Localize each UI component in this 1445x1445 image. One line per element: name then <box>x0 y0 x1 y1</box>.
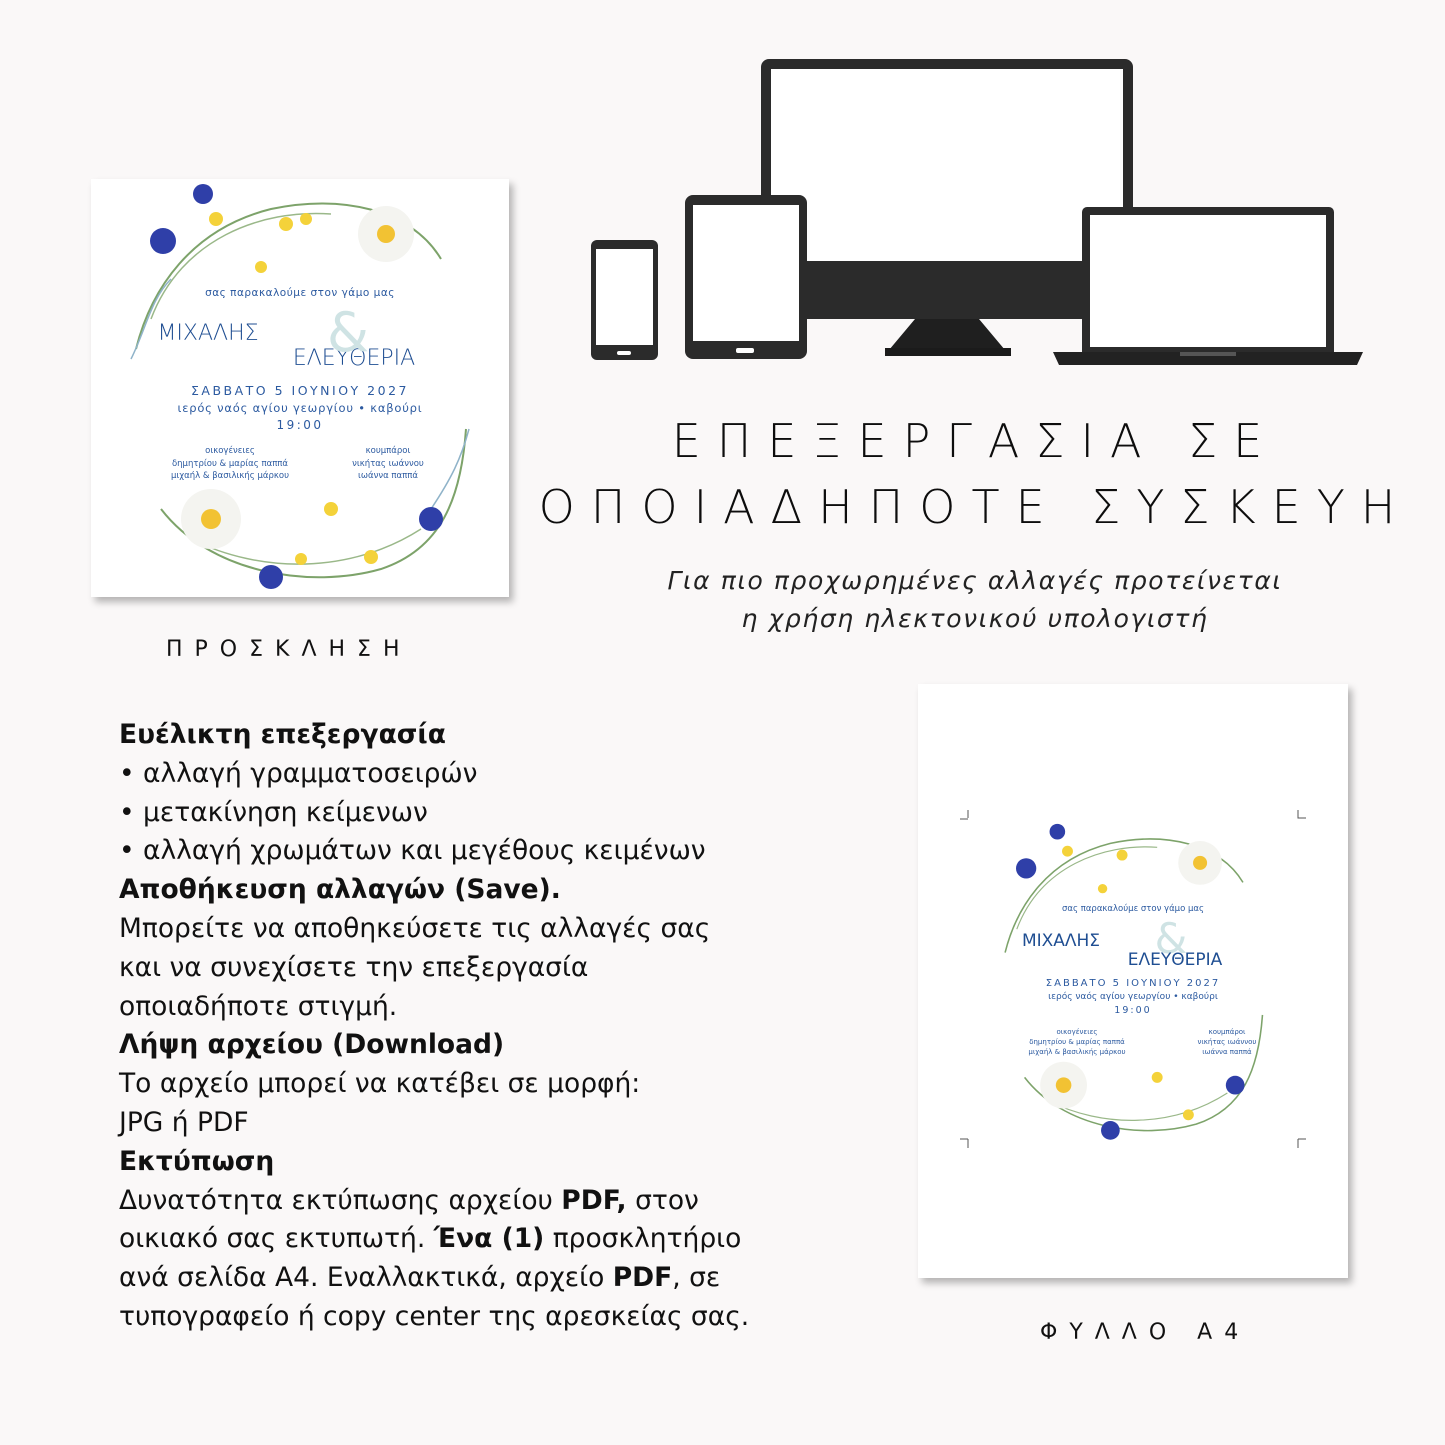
print-title: Εκτύπωση <box>119 1145 275 1177</box>
families-title: οικογένειες <box>1056 1028 1098 1036</box>
crop-mark-icon <box>1296 1138 1306 1148</box>
save-title: Αποθήκευση αλλαγών (Save). <box>119 874 561 906</box>
edit-item: • αλλαγή γραμματοσειρών <box>119 757 478 789</box>
invitation-intro: σας παρακαλούμε στον γάμο μας <box>205 287 395 299</box>
crop-mark-icon <box>960 1138 970 1148</box>
features-description <box>119 716 879 1337</box>
wedding-time: 19:00 <box>1114 1005 1152 1016</box>
download-title: Λήψη αρχείου (Download) <box>119 1029 505 1061</box>
wedding-date: ΣΑΒΒΑΤΟ 5 ΙΟΥΝΙΟΥ 2027 <box>1045 978 1221 989</box>
edit-item: • μετακίνηση κείμενων <box>119 796 428 828</box>
save-text: Μπορείτε να αποθηκεύσετε τις αλλαγές σας <box>119 912 711 944</box>
crop-mark-icon <box>1296 810 1306 820</box>
invitation-intro: σας παρακαλούμε στον γάμο μας <box>1062 904 1204 914</box>
ampersand: & <box>326 301 370 364</box>
print-text-line-4: τυπογραφείο ή copy center της αρεσκείας σας. <box>119 1300 750 1332</box>
families-line-1: δημητρίου & μαρίας παππά <box>171 459 289 469</box>
sponsors-line-1: νικήτας ιωάννου <box>1197 1038 1257 1046</box>
a4-invitation <box>970 820 1296 1146</box>
wedding-venue: ιερός ναός αγίου γεωργίου • καβούρι <box>1048 992 1218 1002</box>
sponsors-title: κουμπάροι <box>365 446 411 456</box>
print-text-line-2: οικιακό σας εκτυπωτή. Ένα (1) προσκλητήριο <box>119 1223 742 1255</box>
laptop-icon <box>1053 207 1363 365</box>
save-text: οποιαδήποτε στιγμή. <box>119 990 398 1022</box>
tablet-icon <box>685 195 807 359</box>
download-text: JPG ή PDF <box>119 1106 249 1138</box>
families-line-1: δημητρίου & μαρίας παππά <box>1029 1038 1125 1046</box>
subheading-line-2: η χρήση ηλεκτονικού υπολογιστή <box>741 604 1209 633</box>
families-line-2: μιχαήλ & βασιλικής μάρκου <box>1028 1048 1126 1056</box>
wedding-venue: ιερός ναός αγίου γεωργίου • καβούρι <box>177 401 423 415</box>
ampersand: & <box>1154 914 1188 963</box>
heading-line-1: ΕΠΕΞΕΡΓΑΣΙΑ ΣΕ <box>671 414 1279 468</box>
subheading-line-1: Για πιο προχωρημένες αλλαγές προτείνεται <box>667 566 1283 595</box>
bride-name: ΕΛΕΥΘΕΡΙΑ <box>292 346 416 371</box>
sponsors-title: κουμπάροι <box>1208 1028 1246 1036</box>
invitation-preview <box>91 179 509 597</box>
invitation-caption: ΠΡΟΣΚΛΗΣΗ <box>166 637 412 662</box>
groom-name: ΜΙΧΑΛΗΣ <box>157 321 259 346</box>
print-text-line-1: Δυνατότητα εκτύπωσης αρχείου PDF, στον <box>119 1184 699 1216</box>
edit-title: Ευέλικτη επεξεργασία <box>119 719 446 750</box>
print-text-line-3: ανά σελίδα Α4. Εναλλακτικά, αρχείο PDF, σε <box>119 1262 721 1294</box>
desktop-monitor-icon <box>761 59 1133 356</box>
save-text: και να συνεχίσετε την επεξεργασία <box>119 951 589 983</box>
heading-line-2: ΟΠΟΙΑΔΗΠΟΤΕ ΣΥΣΚΕΥΗ <box>538 480 1412 534</box>
devices-illustration <box>585 55 1370 370</box>
wedding-date: ΣΑΒΒΑΤΟ 5 ΙΟΥΝΙΟΥ 2027 <box>191 383 409 398</box>
a4-caption: ΦΥΛΛΟ Α4 <box>1040 1320 1251 1345</box>
sponsors-line-2: ιωάννα παππά <box>1202 1048 1252 1056</box>
crop-mark-icon <box>960 810 970 820</box>
edit-item: • αλλαγή χρωμάτων και μεγέθους κειμένων <box>119 835 706 867</box>
families-line-2: μιχαήλ & βασιλικής μάρκου <box>170 471 290 481</box>
download-text: Το αρχείο μπορεί να κατέβει σε μορφή: <box>119 1068 641 1100</box>
groom-name: ΜΙΧΑΛΗΣ <box>1021 931 1101 951</box>
phone-icon <box>591 240 658 360</box>
sponsors-line-1: νικήτας ιωάννου <box>352 459 424 469</box>
a4-sheet-preview <box>918 684 1348 1278</box>
bride-name: ΕΛΕΥΘΕΡΙΑ <box>1127 950 1223 970</box>
families-title: οικογένειες <box>205 446 255 456</box>
wedding-time: 19:00 <box>276 418 324 432</box>
sponsors-line-2: ιωάννα παππά <box>358 471 418 481</box>
